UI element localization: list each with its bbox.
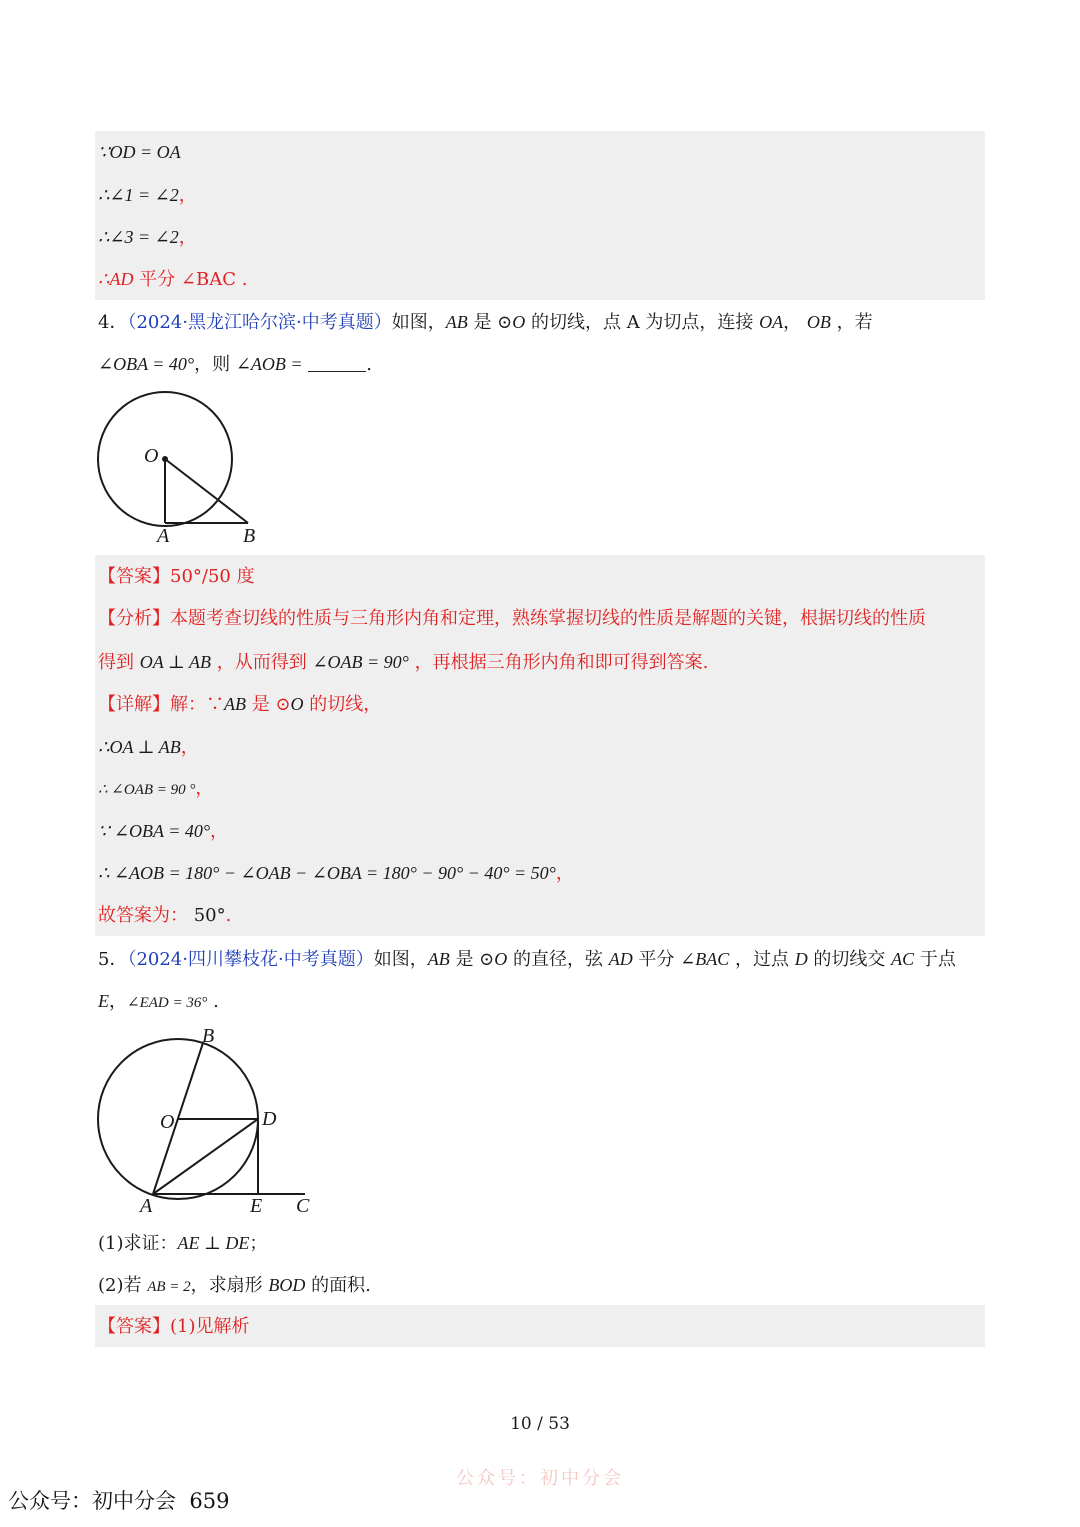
analysis-text: 本题考查切线的性质与三角形内角和定理，熟练掌握切线的性质是解题的关键，根据切线的性质 [170, 608, 926, 629]
math: ∠AOB = [235, 354, 303, 374]
segment-ob [165, 459, 248, 523]
math: E [98, 991, 109, 1011]
q5-figure [90, 1022, 330, 1222]
label-o: O [160, 1111, 175, 1133]
center-dot [162, 456, 168, 462]
page-number: 10 / 53 [510, 1414, 570, 1434]
math: ∠OAB = 90° [312, 652, 409, 672]
label-a: A [140, 1195, 153, 1217]
punct: ； [249, 1233, 268, 1254]
math: O [494, 949, 508, 969]
math: ∠EAD = 36° [127, 995, 208, 1011]
label-b: B [243, 525, 256, 547]
text: 平分 [632, 949, 681, 970]
answer-blank [308, 355, 366, 372]
math: ∵ ∠OBA = 40° [98, 821, 211, 841]
text: (2)若 [98, 1275, 148, 1296]
q4-detail-6 [98, 905, 231, 927]
text: ，过点 [729, 949, 795, 970]
q4-detail-4 [98, 820, 228, 843]
q4-line-1 [98, 311, 873, 334]
math: BOD [268, 1275, 306, 1295]
math: 50° [188, 905, 226, 926]
q4-detail-1 [98, 693, 381, 716]
punct: . [235, 269, 248, 290]
q4-answer [98, 566, 255, 588]
text: 解：∵ [170, 694, 224, 715]
math: O [512, 312, 526, 332]
text: ，求扇形 [190, 1275, 269, 1296]
math: D [794, 949, 808, 969]
text: ， [783, 312, 807, 333]
question-source: （2024·四川攀枝花·中考真题） [127, 949, 374, 970]
q4-detail-3 [98, 778, 213, 801]
q4-analysis-1 [98, 608, 926, 630]
punct: ， [178, 185, 197, 206]
math: ∴∠1 = ∠2 [98, 185, 179, 205]
question-number: 5． [98, 949, 128, 970]
q5-answer [98, 1316, 250, 1338]
math: AD [608, 949, 633, 969]
math: AE ⊥ DE [177, 1233, 250, 1253]
credit-text: 公众号：初中分会 659 [8, 1489, 230, 1513]
math: O [290, 694, 304, 714]
label-a: A [157, 525, 170, 547]
text: 得到 [98, 652, 140, 673]
label-c: C [296, 1195, 310, 1217]
text: ，则 [194, 354, 236, 375]
solution-line-3 [98, 226, 197, 249]
math: AC [891, 949, 915, 969]
q4-detail-5 [98, 862, 574, 885]
text: 的切线交 [807, 949, 892, 970]
math: ∴AD [98, 269, 134, 289]
punct: ， [178, 227, 197, 248]
q5-sub-2 [98, 1274, 371, 1298]
text: (1)求证： [98, 1233, 178, 1254]
text: 的切线，点 A 为切点，连接 [525, 312, 760, 333]
math: OB [806, 312, 831, 332]
math: OA ⊥ AB [139, 652, 211, 672]
math: AB = 2 [147, 1279, 191, 1295]
punct: ， [195, 778, 214, 799]
text: ， [109, 991, 127, 1012]
text: 是 ⊙ [449, 949, 495, 970]
q5-line-2 [98, 990, 219, 1014]
text: 是 ⊙ [246, 694, 291, 715]
math: OA [759, 312, 784, 332]
question-source: （2024·黑龙江哈尔滨·中考真题） [127, 312, 392, 333]
label-d: D [262, 1108, 277, 1130]
detail-tag: 【详解】 [98, 694, 170, 715]
text: 平分 ∠BAC [133, 269, 236, 290]
q4-figure [90, 385, 280, 550]
text: 如图， [373, 949, 428, 970]
text: ，若 [830, 312, 873, 333]
text: ，再根据三角形内角和即可得到答案. [408, 652, 709, 673]
text: 是 ⊙ [467, 312, 513, 333]
punct: . [366, 354, 373, 375]
text: ，从而得到 [211, 652, 313, 673]
punct: . [207, 991, 219, 1012]
solution-line-2 [98, 184, 197, 207]
label-o: O [144, 445, 159, 467]
text: 如图， [391, 312, 446, 333]
solution-line-4 [98, 268, 247, 291]
question-number: 4． [98, 312, 128, 333]
analysis-tag: 【分析】 [98, 608, 170, 629]
label-e: E [250, 1195, 263, 1217]
solution-line-1: ∵OD = OA [98, 142, 181, 162]
q4-line-2 [98, 353, 372, 376]
punct: ， [555, 863, 574, 884]
math: ∴ ∠AOB = 180° − ∠OAB − ∠OBA = 180° − 90° − 40° = 50° [98, 863, 556, 883]
punct: ， [210, 821, 229, 842]
text: 于点 [914, 949, 956, 970]
answer-tag: 【答案】 [98, 1316, 170, 1337]
math: AB [445, 312, 468, 332]
math: ∠OBA = 40° [98, 354, 195, 374]
math: AB [224, 694, 246, 714]
watermark: 公众号：初中分会 [456, 1468, 624, 1489]
math: ∴OA ⊥ AB [98, 737, 181, 757]
answer-value: 50°/50 度 [170, 566, 255, 587]
q4-analysis-2 [98, 651, 708, 674]
math: ∴ ∠OAB = 90 ° [98, 782, 196, 798]
text: 的切线， [303, 694, 382, 715]
math: ∴∠3 = ∠2 [98, 227, 179, 247]
q4-detail-2 [98, 736, 199, 759]
punct: ， [180, 737, 199, 758]
answer-tag: 【答案】 [98, 566, 170, 587]
label-b: B [202, 1025, 215, 1047]
text: 故答案为： [98, 905, 188, 926]
q5-line-1 [98, 948, 956, 971]
text: 的面积. [305, 1275, 371, 1296]
punct: . [225, 905, 232, 926]
text: 的直径，弦 [507, 949, 609, 970]
math: AB [427, 949, 450, 969]
math: ∠BAC [680, 949, 730, 969]
answer-value: (1)见解析 [170, 1316, 250, 1337]
q5-sub-1 [98, 1232, 267, 1255]
